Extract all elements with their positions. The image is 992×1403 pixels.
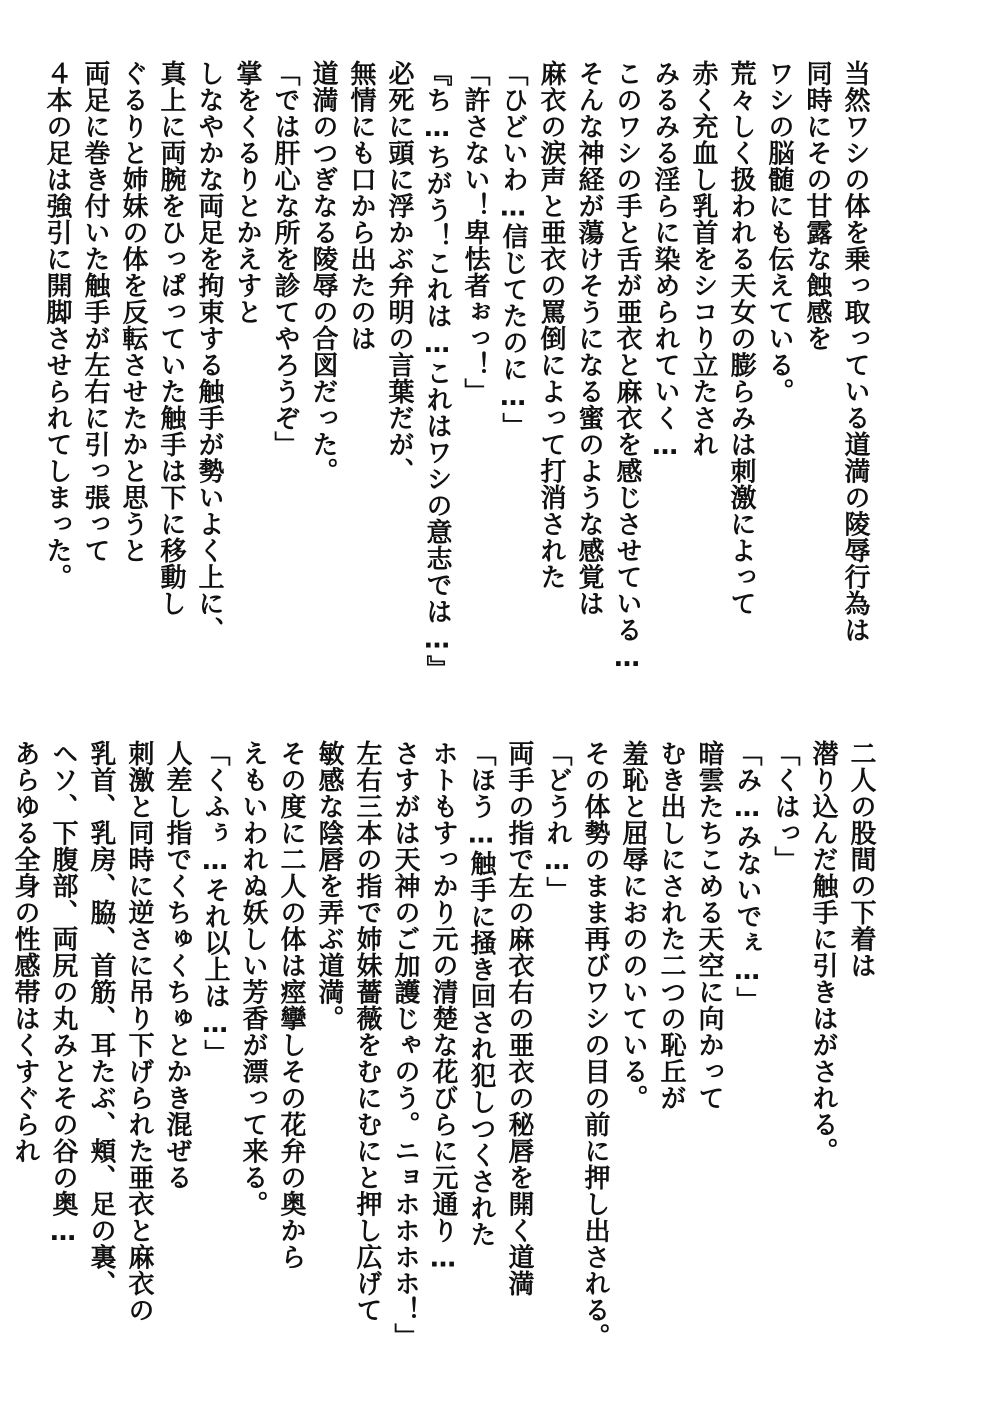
text-line: 麻衣の涙声と亜衣の罵倒によって打消された (536, 60, 566, 590)
text-line: 「ひどいわ…信じてたのに…」 (498, 60, 528, 439)
text-line: 「くふぅ…それ以上は…」 (200, 740, 230, 1066)
text-line: ４本の足は強引に開脚させられてしまった。 (42, 60, 72, 590)
text-line: ヘソ、下腹部、両尻の丸みとその谷の奥… (48, 740, 78, 1248)
text-line: ホトもすっかり元の清楚な花びらに元通り… (428, 740, 458, 1274)
text-line: 暗雲たちこめる天空に向かって (694, 740, 724, 1111)
text-line: 当然ワシの体を乗っ取っている道満の陵辱行為は (840, 60, 870, 643)
text-line: 道満のつぎなる陵辱の合図だった。 (308, 60, 338, 484)
text-line: みるみる淫らに染められていく… (650, 60, 680, 462)
text-line: 真上に両腕をひっぱっていた触手は下に移動し (156, 60, 186, 617)
text-line: その体勢のまま再びワシの目の前に押し出される。 (580, 740, 610, 1350)
text-line: ぐるりと姉妹の体を反転させたかと思うと (118, 60, 148, 564)
text-line: 人差し指でくちゅくちゅとかき混ぜる (162, 740, 192, 1191)
text-block-top (38, 60, 874, 700)
text-line: 二人の股間の下着は (846, 740, 876, 979)
text-line: あらゆる全身の性感帯はくすぐられ (10, 740, 40, 1164)
text-line: むき出しにされた二つの恥丘が (656, 740, 686, 1111)
text-line: 掌をくるりとかえすと (232, 60, 262, 325)
text-line: さすがは天神のご加護じゃのう。ニョホホホホ！」 (390, 740, 420, 1350)
text-line: 両足に巻き付いた触手が左右に引っ張って (80, 60, 110, 564)
text-line: 敏感な陰唇を弄ぶ道満。 (314, 740, 344, 1032)
text-line: 「どうれ…」 (542, 740, 572, 903)
text-line: えもいわれぬ妖しい芳香が漂って来る。 (238, 740, 268, 1217)
text-line: しなやかな両足を拘束する触手が勢いよく上に、 (194, 60, 224, 643)
text-line: 両手の指で左の麻衣右の亜衣の秘唇を開く道満 (504, 740, 534, 1297)
text-line: 『ち…ちがう！これは…これはワシの意志では…』 (422, 60, 452, 682)
text-line: 同時にその甘露な蝕感を (802, 60, 832, 352)
text-line: 左右三本の指で姉妹薔薇をむにむにと押し広げて (352, 740, 382, 1323)
text-line: 羞恥と屈辱におののいている。 (618, 740, 648, 1111)
text-line: 赤く充血し乳首をシコり立たされ (688, 60, 718, 458)
text-line: 「では肝心な所を診てやろうぞ」 (270, 60, 300, 458)
text-line: 荒々しく扱われる天女の膨らみは刺激によって (726, 60, 756, 617)
text-block-bottom (6, 740, 880, 1360)
text-line: 必死に頭に浮かぶ弁明の言葉だが、 (384, 60, 414, 484)
text-line: 無情にも口から出たのは (346, 60, 376, 352)
text-line: 潜り込んだ触手に引きはがされる。 (808, 740, 838, 1164)
text-line: 乳首、乳房、脇、首筋、耳たぶ、頬、足の裏、 (86, 740, 116, 1297)
text-line: そんな神経が蕩けそうになる蜜のような感覚は (574, 60, 604, 617)
text-line: 「許さない！卑怯者ぉっ！」 (460, 60, 490, 405)
text-line: 「くはっ」 (770, 740, 800, 873)
text-line: このワシの手と舌が亜衣と麻衣を感じさせている… (612, 60, 642, 674)
text-line: 「ほう…触手に掻き回され犯しつくされた (466, 740, 496, 1248)
text-line: その度に二人の体は痙攣しその花弁の奥から (276, 740, 306, 1270)
text-line: 「み…みないでぇ…」 (732, 740, 762, 1013)
text-line: 刺激と同時に逆さに吊り下げられた亜衣と麻衣の (124, 740, 154, 1323)
text-line: ワシの脳髄にも伝えている。 (764, 60, 794, 405)
